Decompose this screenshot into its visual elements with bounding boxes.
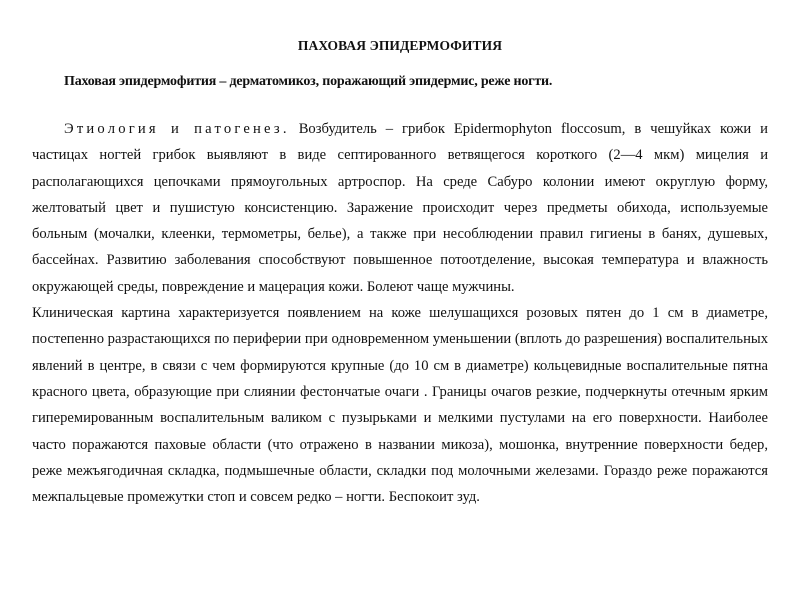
etiology-text: Возбудитель – грибок Epidermophyton floccosum, в чешуйках кожи и частицах ногтей грибок выявляют в виде септированного ветвящегося короткого (2—4 мкм) мицелия и располагающихся цепочками прямоугольных артроспор. На среде Сабуро колонии имеют округлую форму, желтоватый цвет и пушистую консистенцию. Заражение происходит через предметы обихода, используемые больным (мочалки, клеенки, термометры, белье), а также при несоблюдении правил гигиены в банях, душевых, бассейнах. Развитию заболевания способствуют повышенное потоотделение, высокая температура и влажность окружающей среды, повреждение и мацерация кожи. Болеют чаще мужчины. xyxy=(32,121,768,295)
etiology-heading: Этиология и патогенез. xyxy=(64,121,290,137)
clinical-paragraph: Клиническая картина характеризуется появлением на коже шелушащихся розовых пятен до 1 см в диаметре, постепенно разрастающихся по периферии при одновременном уменьшении (вплоть до разрешения) воспалительных явлений в центре, в связи с чем формируются крупные (до 10 см в диаметре) кольцевидные воспалительные пятна красного цвета, образующие при слиянии фестончатые очаги . Границы очагов резкие, подчеркнуты отечным ярким гиперемированным воспалительным валиком с пузырьками и мелкими пустулами на его поверхности. Наиболее часто поражаются паховые области (что отражено в названии микоза), мошонка, внутренние поверхности бедер, реже межъягодичная складка, подмышечные области, складки под молочными железами. Гораздо реже поражаются межпальцевые промежутки стоп и совсем редко – ногти. Беспокоит зуд. xyxy=(32,305,768,506)
etiology-paragraph xyxy=(32,116,768,300)
document-body xyxy=(32,116,768,510)
page-title: ПАХОВАЯ ЭПИДЕРМОФИТИЯ xyxy=(297,38,503,53)
page-subtitle: Паховая эпидермофития – дерматомикоз, поражающий эпидермис, реже ногти. xyxy=(64,74,553,89)
